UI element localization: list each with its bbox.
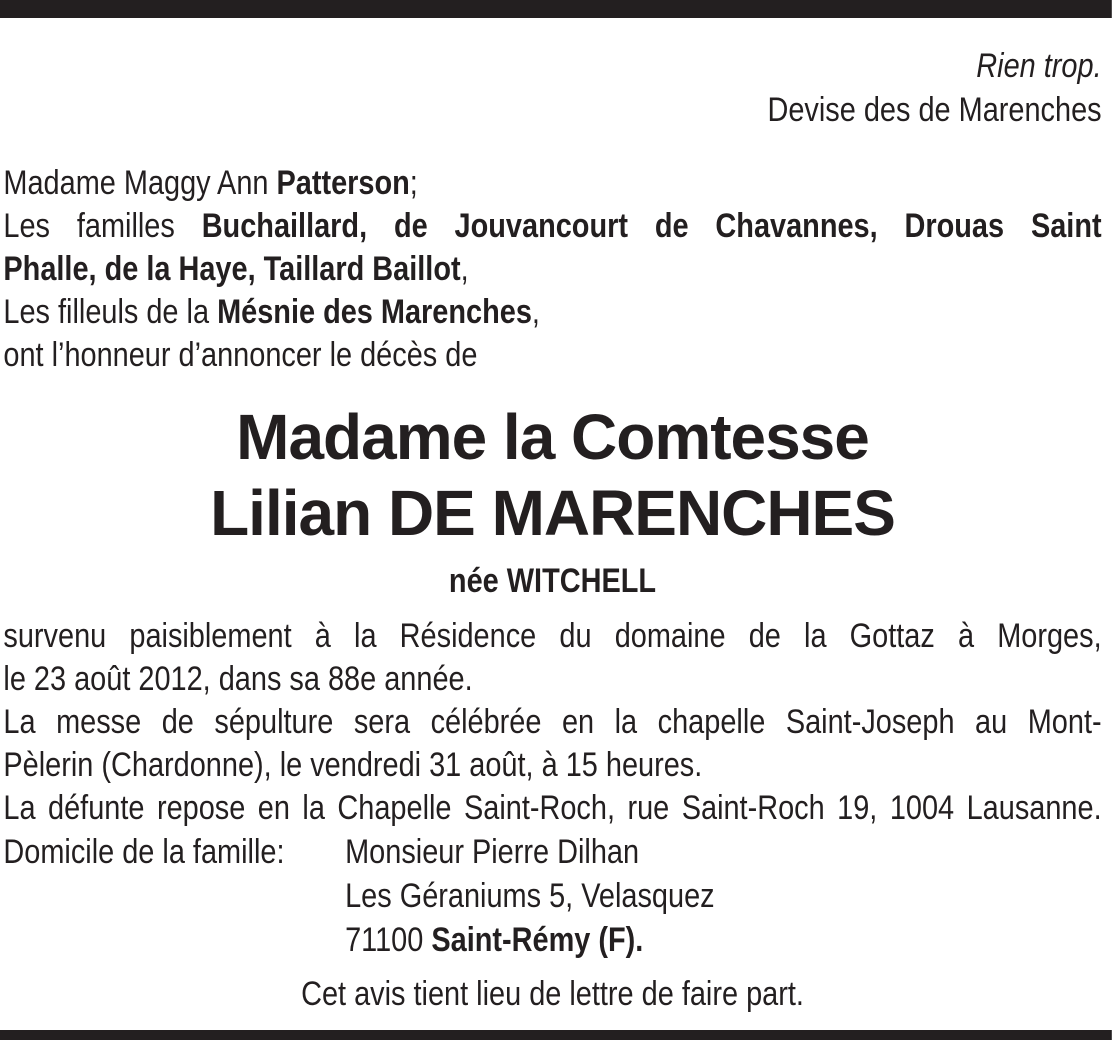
residence-block: [3, 830, 1101, 962]
announcement-block: [3, 162, 1101, 377]
deceased-name: Lilian DE MARENCHES: [210, 477, 895, 549]
text-segment-bold: Phalle, de la Haye, Taillard Baillot: [3, 250, 461, 288]
text-segment: ,: [460, 250, 469, 288]
text-segment: La défunte repose en la Chapelle Saint-Roch, rue Saint-Roch 19, 1004 Lausanne.: [3, 789, 1102, 827]
text-segment: ;: [409, 164, 418, 202]
text-segment: Les filleuls de la: [3, 293, 218, 331]
details-block: [3, 615, 1101, 830]
text-segment: Les familles: [3, 207, 202, 245]
text-segment-bold: Saint-Rémy (F).: [431, 921, 644, 959]
text-segment: Pèlerin (Chardonne), le vendredi 31 août, à 15 heures.: [3, 746, 703, 784]
text-segment: Monsieur Pierre Dilhan: [345, 833, 640, 871]
text-segment: Les Géraniums 5, Velasquez: [345, 877, 715, 915]
text-segment: ont l’honneur d’annoncer le décès de: [3, 336, 478, 374]
deceased-title-block: [0, 399, 1112, 551]
text-line: [3, 701, 1101, 744]
text-line: [3, 205, 1101, 248]
residence-address: [345, 830, 1102, 962]
motto-attribution: Devise des de Marenches: [767, 91, 1102, 129]
text-line: [3, 248, 1101, 291]
text-line: [3, 658, 1101, 701]
deceased-title: Madame la Comtesse: [236, 401, 869, 473]
text-segment: le 23 août 2012, dans sa 88e année.: [3, 660, 473, 698]
text-line: [3, 615, 1101, 658]
text-line: [3, 162, 1101, 205]
text-segment: Madame Maggy Ann: [3, 164, 277, 202]
maiden-name: née WITCHELL: [448, 562, 657, 600]
text-segment-bold: Mésnie des Marenches: [217, 293, 532, 331]
text-segment: ,: [531, 293, 540, 331]
text-segment: La messe de sépulture sera célébrée en la chapelle Saint-Joseph au Mont-: [3, 703, 1102, 741]
text-segment-bold: Buchaillard, de Jouvancourt de Chavannes, Drouas Saint: [201, 207, 1102, 245]
text-line: [3, 787, 1101, 830]
text-line: [3, 744, 1101, 787]
text-line: [345, 874, 1102, 918]
text-segment-bold: Patterson: [276, 164, 410, 202]
residence-label: Domicile de la famille:: [3, 833, 285, 871]
bottom-rule: [0, 1030, 1112, 1040]
top-rule: [0, 0, 1112, 18]
text-line: [345, 830, 1102, 874]
motto-block: [3, 44, 1101, 132]
motto-quote: Rien trop.: [976, 47, 1102, 85]
text-line: [3, 291, 1101, 334]
text-line: [345, 918, 1102, 962]
closing-line: Cet avis tient lieu de lettre de faire part.: [301, 975, 804, 1013]
text-segment: survenu paisiblement à la Résidence du domaine de la Gottaz à Morges,: [3, 617, 1102, 655]
text-segment: 71100: [345, 921, 432, 959]
text-line: [3, 334, 1101, 377]
